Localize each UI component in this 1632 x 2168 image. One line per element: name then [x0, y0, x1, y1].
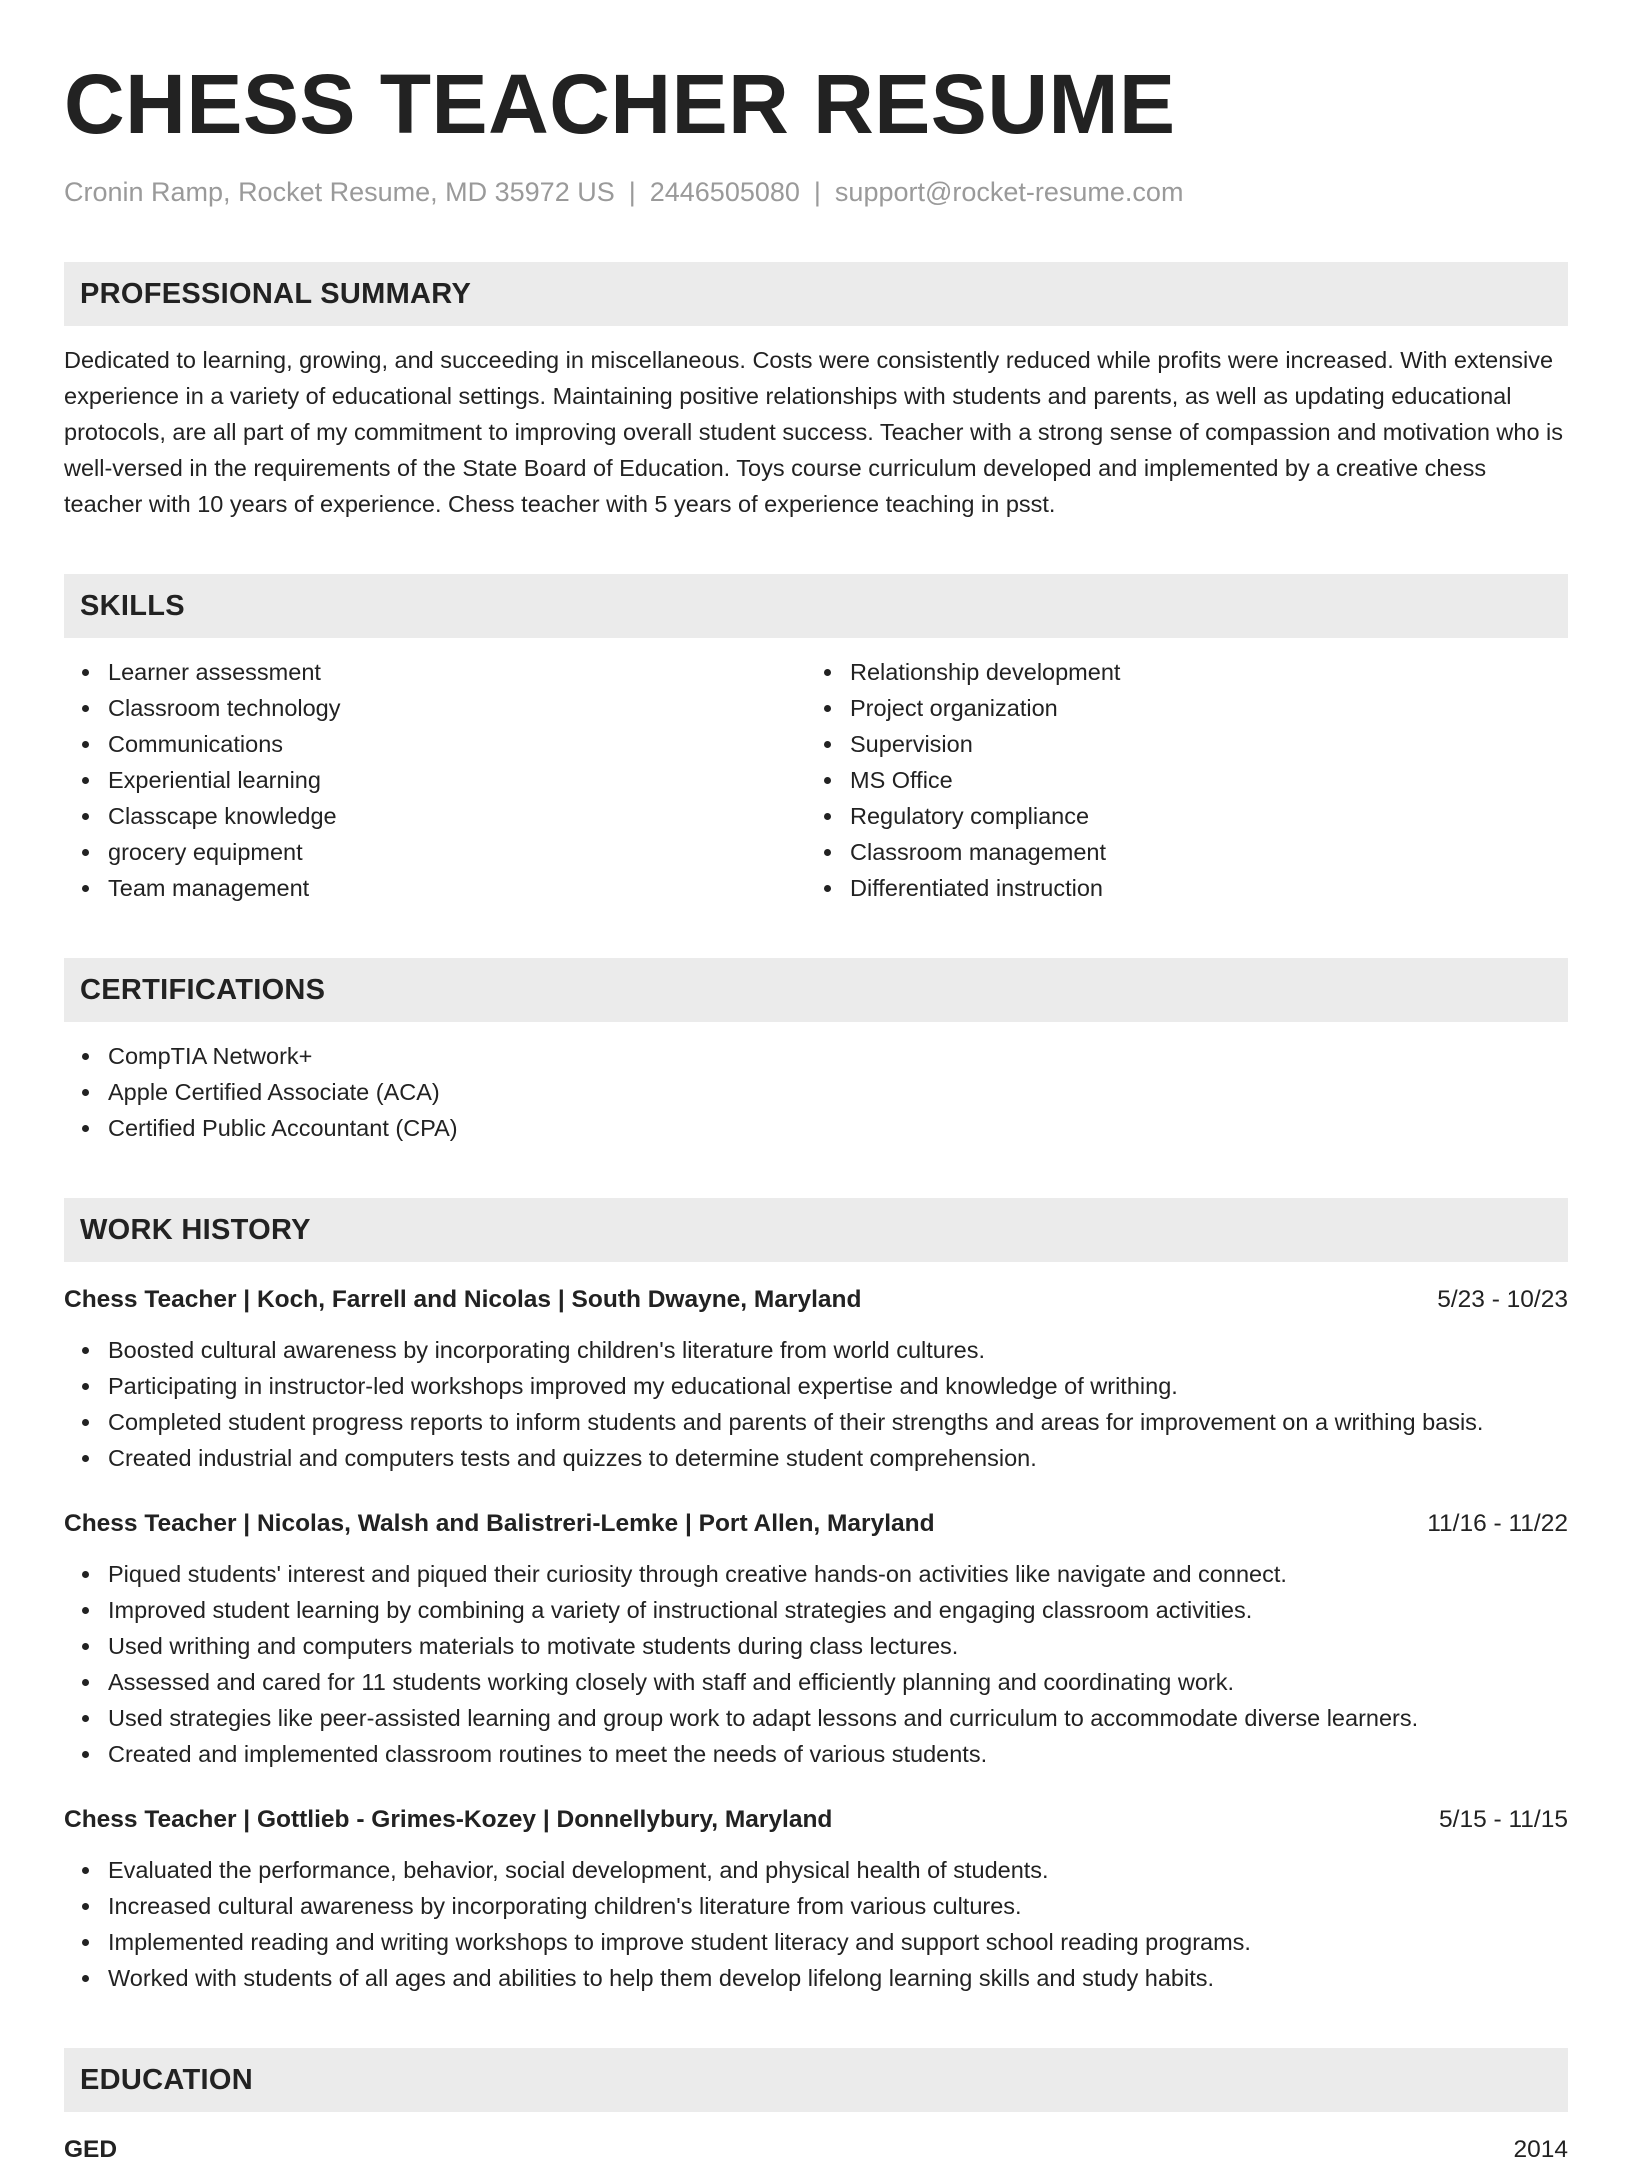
job-bullet: Piqued students' interest and piqued their curiosity through creative hands-on activities like navigate and connect. [108, 1556, 1568, 1592]
skills-grid [64, 638, 1568, 906]
job-bullet: Assessed and cared for 11 students working closely with staff and efficiently planning and coordinating work. [108, 1664, 1568, 1700]
job-bullet: Completed student progress reports to inform students and parents of their strengths and areas for improvement on a writhing basis. [108, 1404, 1568, 1440]
skills-list-right [806, 654, 1548, 906]
contact-email: support@rocket-resume.com [834, 177, 1184, 207]
skill-item: Supervision [850, 726, 1548, 762]
job-bullets [64, 1852, 1568, 1996]
skill-item: MS Office [850, 762, 1548, 798]
job-bullet: Participating in instructor-led workshops improved my educational expertise and knowledge of writhing. [108, 1368, 1568, 1404]
contact-separator: | [813, 177, 821, 207]
work-section-header [64, 1198, 1568, 1262]
job-bullet: Created and implemented classroom routines to meet the needs of various students. [108, 1736, 1568, 1772]
certification-item: CompTIA Network+ [108, 1038, 1568, 1074]
contact-separator: | [628, 177, 636, 207]
certifications-list [64, 1038, 1568, 1146]
skill-item: Regulatory compliance [850, 798, 1548, 834]
resume-content [64, 56, 1568, 2168]
job-dates: 5/23 - 10/23 [1437, 1286, 1568, 1313]
job-header [64, 1282, 1568, 1318]
job-title: Chess Teacher | Gottlieb - Grimes-Kozey | Donnellybury, Maryland [64, 1806, 833, 1833]
skill-item: Classroom technology [108, 690, 806, 726]
skills-section-header [64, 574, 1568, 638]
job-bullet: Worked with students of all ages and abilities to help them develop lifelong learning skills and study habits. [108, 1960, 1568, 1996]
skills-heading: SKILLS [80, 589, 185, 622]
summary-heading: PROFESSIONAL SUMMARY [80, 277, 472, 310]
skill-item: Project organization [850, 690, 1548, 726]
certification-item: Certified Public Accountant (CPA) [108, 1110, 1568, 1146]
job-bullet: Used strategies like peer-assisted learning and group work to adapt lessons and curriculum to accommodate diverse learners. [108, 1700, 1568, 1736]
summary-text: Dedicated to learning, growing, and succeeding in miscellaneous. Costs were consistently reduced while profits were increased. With extensive experience in a variety of educational settings. Maintaining positive relationships with students and parents, as well as updating educational protocols, are all part of my commitment to improving overall student success. Teacher with a strong sense of compassion and motivation who is well-versed in the requirements of the State Board of Education. Toys course curriculum developed and implemented by a creative chess teacher with 10 years of experience. Chess teacher with 5 years of experience teaching in psst. [64, 347, 1564, 517]
skill-item: Classcape knowledge [108, 798, 806, 834]
job-bullet: Improved student learning by combining a variety of instructional strategies and engaging classroom activities. [108, 1592, 1568, 1628]
summary-section-header [64, 262, 1568, 326]
education-section-header [64, 2048, 1568, 2112]
job-bullet: Increased cultural awareness by incorporating children's literature from various cultures. [108, 1888, 1568, 1924]
job-bullet: Created industrial and computers tests and quizzes to determine student comprehension. [108, 1440, 1568, 1476]
job-dates: 11/16 - 11/22 [1427, 1510, 1568, 1537]
education-heading: EDUCATION [80, 2063, 253, 2096]
contact-phone: 2446505080 [649, 177, 800, 207]
job-header [64, 1506, 1568, 1542]
job-bullet: Evaluated the performance, behavior, social development, and physical health of students. [108, 1852, 1568, 1888]
job-bullets [64, 1332, 1568, 1476]
job-dates: 5/15 - 11/15 [1439, 1806, 1568, 1833]
skill-item: Team management [108, 870, 806, 906]
job-bullet: Boosted cultural awareness by incorporating children's literature from world cultures. [108, 1332, 1568, 1368]
job-entry [64, 1802, 1568, 1996]
skill-item: Classroom management [850, 834, 1548, 870]
skill-item: Experiential learning [108, 762, 806, 798]
certifications-heading: CERTIFICATIONS [80, 973, 326, 1006]
page-title: CHESS TEACHER RESUME [64, 57, 1176, 151]
job-title: Chess Teacher | Nicolas, Walsh and Balistreri-Lemke | Port Allen, Maryland [64, 1510, 935, 1537]
skill-item: Learner assessment [108, 654, 806, 690]
job-bullets [64, 1556, 1568, 1772]
education-degree: GED [64, 2136, 118, 2163]
skill-item: Communications [108, 726, 806, 762]
skills-list-left [64, 654, 806, 906]
skill-item: Differentiated instruction [850, 870, 1548, 906]
education-year: 2014 [1513, 2136, 1568, 2163]
education-entry [64, 2132, 1568, 2168]
job-title: Chess Teacher | Koch, Farrell and Nicolas | South Dwayne, Maryland [64, 1286, 862, 1313]
job-header [64, 1802, 1568, 1838]
certifications-section-header [64, 958, 1568, 1022]
skill-item: Relationship development [850, 654, 1548, 690]
job-bullet: Implemented reading and writing workshops to improve student literacy and support school reading programs. [108, 1924, 1568, 1960]
job-entry [64, 1282, 1568, 1476]
job-entry [64, 1506, 1568, 1772]
contact-address: Cronin Ramp, Rocket Resume, MD 35972 US [64, 177, 615, 207]
work-heading: WORK HISTORY [80, 1213, 311, 1246]
contact-line [64, 174, 1568, 210]
skill-item: grocery equipment [108, 834, 806, 870]
certification-item: Apple Certified Associate (ACA) [108, 1074, 1568, 1110]
job-bullet: Used writhing and computers materials to motivate students during class lectures. [108, 1628, 1568, 1664]
